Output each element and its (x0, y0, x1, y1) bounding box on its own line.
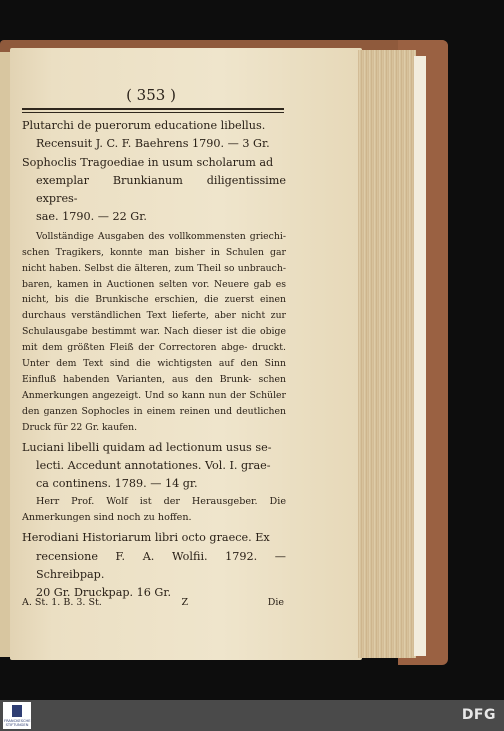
library-logo[interactable] (3, 702, 31, 729)
entry-line: ca continens. 1789. — 14 gr. (36, 477, 198, 491)
header-rule-thin (22, 112, 284, 113)
entry-line: 20 Gr. Druckpap. 16 Gr. (36, 586, 172, 600)
entry-plutarch (22, 117, 286, 154)
entry-line: Luciani libelli quidam ad lectionum usus se- (22, 440, 272, 454)
note-sophocles: Vollständige Ausgaben des vollkommensten griechi- schen Tragikers, konnte man bisher in Schulen gar nicht haben. Selbst die älteren, zum Theil so unbrauch- baren, kamen in Auctionen selten vor. Neuere gab es nicht, bis die Brunkische erschien, die zuerst einen durchaus verständlichen Text lieferte, aber nicht zur Schulausgabe bestimmt war. Nach dieser ist die obige mit dem größten Fleiß der Correctoren abge- druckt. Unter dem Text sind die wichtigsten auf den Sinn Einfluß habenden Varianten, aus den Brunk- schen Anmerkungen angezeigt. Und so kann nun der Schüler den ganzen Sophocles in einem reinen und deutlichen Druck für 22 Gr. kaufen. (22, 230, 286, 433)
header-rule (22, 108, 284, 110)
entry-line: recensione F. A. Wolfii. 1792. — Schreibpap. (36, 549, 286, 582)
entry-line: Recensuit J. C. F. Baehrens 1790. — 3 Gr. (36, 137, 270, 151)
entry-line: Herodiani Historiarum libri octo graece. Ex (22, 531, 270, 545)
note-lucian: Herr Prof. Wolf ist der Herausgeber. Die Anmerkungen sind noch zu hoffen. (22, 496, 286, 524)
dfg-logo[interactable]: DFG (461, 707, 496, 723)
entry-line: exemplar Brunkianum diligentissime expres- (36, 173, 286, 206)
page-number: ( 353 ) (126, 86, 176, 104)
page-text (22, 117, 286, 603)
entry-line: Sophoclis Tragoediae in usum scholarum ad (22, 155, 274, 169)
entry-line: lecti. Accedunt annotationes. Vol. I. grae- (36, 458, 271, 472)
library-logo-text: FRANCKESCHE STIFTUNGEN (4, 719, 31, 727)
entry-sophocles (22, 154, 286, 227)
viewer-footer-bar (0, 700, 504, 731)
catchword: Die (267, 597, 284, 608)
page-footer (22, 597, 284, 608)
endpaper-strip (414, 56, 426, 656)
signature-line: A. St. 1. B. 3. St. (22, 597, 102, 608)
entry-lucian (22, 439, 286, 494)
page-block-edge (358, 50, 416, 658)
entry-line: sae. 1790. — 22 Gr. (36, 210, 147, 224)
entry-herodian (22, 529, 286, 602)
library-logo-icon (12, 705, 22, 717)
entry-line: Plutarchi de puerorum educatione libellus. (22, 119, 266, 132)
gathering-mark: Z (181, 597, 189, 608)
